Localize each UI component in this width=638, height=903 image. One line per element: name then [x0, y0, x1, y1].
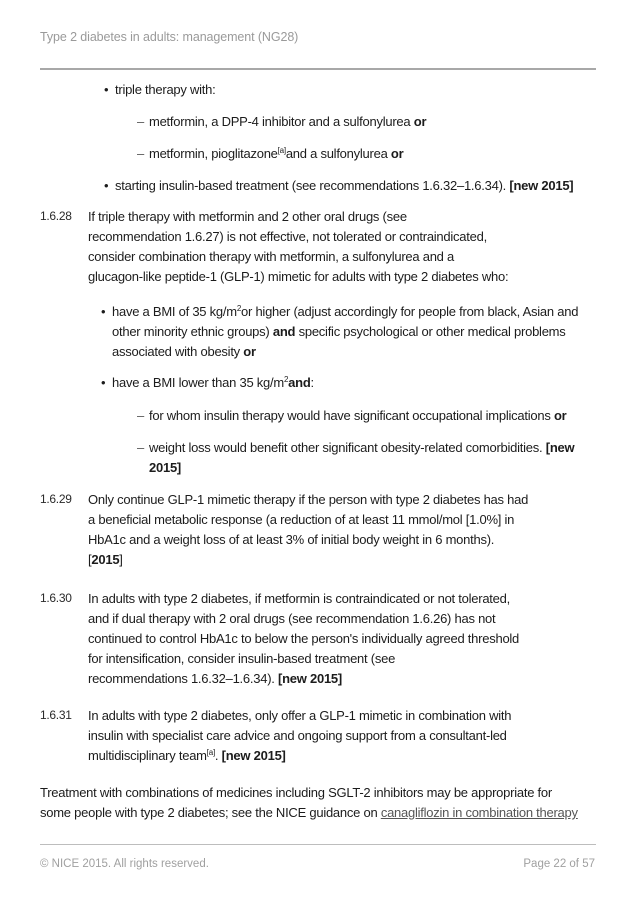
- page-number: Page 22 of 57: [523, 858, 595, 870]
- canagliflozin-guidance-link[interactable]: canagliflozin in combination therapy: [380, 805, 578, 820]
- new-2015-tag: [new 2015]: [221, 748, 286, 763]
- text: metformin, a DPP-4 inhibitor and a sulfonylurea: [149, 114, 414, 129]
- recommendation-number: 1.6.30: [40, 591, 72, 605]
- recommendation-line: [88, 670, 342, 687]
- recommendation-line: In adults with type 2 diabetes, if metformin is contraindicated or not tolerated,: [88, 591, 510, 606]
- bullet-item: [115, 81, 216, 98]
- recommendation-line: continued to control HbA1c to below the person's individually agreed threshold: [88, 631, 520, 646]
- recommendation-line: and if dual therapy with 2 oral drugs (see recommendation 1.6.26) has not: [88, 611, 496, 626]
- dash-continuation: [149, 459, 181, 476]
- text: weight loss would benefit other significant obesity-related comorbidities.: [149, 440, 546, 455]
- superscript: 2: [283, 375, 289, 384]
- bullet-continuation: [112, 323, 566, 340]
- recommendation-line: If triple therapy with metformin and 2 other oral drugs (see: [88, 209, 407, 224]
- bold-text: and: [272, 324, 296, 339]
- new-2015-tag: [new 2015]: [278, 671, 342, 686]
- text: have a BMI of 35 kg/m: [112, 304, 237, 319]
- dash-item: [149, 439, 574, 456]
- recommendation-line: for intensification, consider insulin-based treatment (see: [88, 651, 396, 666]
- new-2015-tag: [new 2015]: [509, 178, 574, 193]
- text: multidisciplinary team: [88, 748, 207, 763]
- recommendation-number: 1.6.29: [40, 492, 72, 506]
- bullet-item: [112, 374, 314, 391]
- text: [: [88, 552, 92, 567]
- text: recommendations 1.6.32–1.6.34).: [88, 671, 279, 686]
- bullet-item: [115, 177, 573, 194]
- text: .: [214, 748, 222, 763]
- dash-item: [149, 113, 426, 130]
- text: :: [310, 375, 314, 390]
- paragraph-line: [40, 804, 578, 821]
- text: starting insulin-based treatment (see recommendations 1.6.32–1.6.34).: [115, 178, 510, 193]
- bullet-continuation: [112, 343, 256, 360]
- copyright-notice: © NICE 2015. All rights reserved.: [40, 858, 209, 870]
- header-rule: [40, 68, 596, 70]
- text: associated with obesity: [112, 344, 244, 359]
- text: for whom insulin therapy would have significant occupational implications: [149, 408, 554, 423]
- superscript: 2: [236, 304, 242, 313]
- bold-text: or: [413, 114, 427, 129]
- text: some people with type 2 diabetes; see the NICE guidance on: [40, 805, 381, 820]
- text: have a BMI lower than 35 kg/m: [112, 375, 284, 390]
- footer-rule: [40, 844, 596, 845]
- new-2015-tag: 2015]: [149, 460, 181, 475]
- text: and a sulfonylurea: [285, 146, 391, 161]
- footnote-ref[interactable]: [a]: [206, 748, 215, 757]
- recommendation-line: [88, 551, 123, 568]
- text: triple therapy with:: [115, 82, 216, 97]
- bullet-item: [112, 303, 578, 320]
- footnote-ref[interactable]: [a]: [277, 146, 286, 155]
- recommendation-line: [88, 747, 286, 764]
- text: metformin, pioglitazone: [149, 146, 278, 161]
- new-2015-tag: [new: [545, 440, 575, 455]
- recommendation-line: In adults with type 2 diabetes, only offer a GLP-1 mimetic in combination with: [88, 708, 512, 723]
- dash-item: [149, 145, 403, 162]
- text: or higher (adjust accordingly for people from black, Asian and: [241, 304, 579, 319]
- dash-item: [149, 407, 566, 424]
- recommendation-line: insulin with specialist care advice and ongoing support from a consultant-led: [88, 728, 507, 743]
- running-header: Type 2 diabetes in adults: management (NG28): [40, 30, 299, 44]
- bold-text: or: [553, 408, 567, 423]
- bold-text: or: [390, 146, 404, 161]
- bold-text: 2015: [91, 552, 120, 567]
- recommendation-line: consider combination therapy with metformin, a sulfonylurea and a: [88, 249, 455, 264]
- text: ]: [119, 552, 123, 567]
- recommendation-line: a beneficial metabolic response (a reduction of at least 11 mmol/mol [1.0%] in: [88, 512, 515, 527]
- bold-text: or: [243, 344, 256, 359]
- text: specific psychological or other medical problems: [295, 324, 566, 339]
- recommendation-line: Only continue GLP-1 mimetic therapy if the person with type 2 diabetes has had: [88, 492, 529, 507]
- recommendation-number: 1.6.28: [40, 209, 72, 223]
- recommendation-line: glucagon-like peptide-1 (GLP-1) mimetic for adults with type 2 diabetes who:: [88, 269, 509, 284]
- text: other minority ethnic groups): [112, 324, 273, 339]
- recommendation-number: 1.6.31: [40, 708, 72, 722]
- paragraph-line: Treatment with combinations of medicines including SGLT-2 inhibitors may be appropriate for: [40, 785, 552, 800]
- recommendation-line: recommendation 1.6.27) is not effective, not tolerated or contraindicated,: [88, 229, 487, 244]
- recommendation-line: HbA1c and a weight loss of at least 3% of initial body weight in 6 months).: [88, 532, 495, 547]
- bold-text: and: [288, 375, 311, 390]
